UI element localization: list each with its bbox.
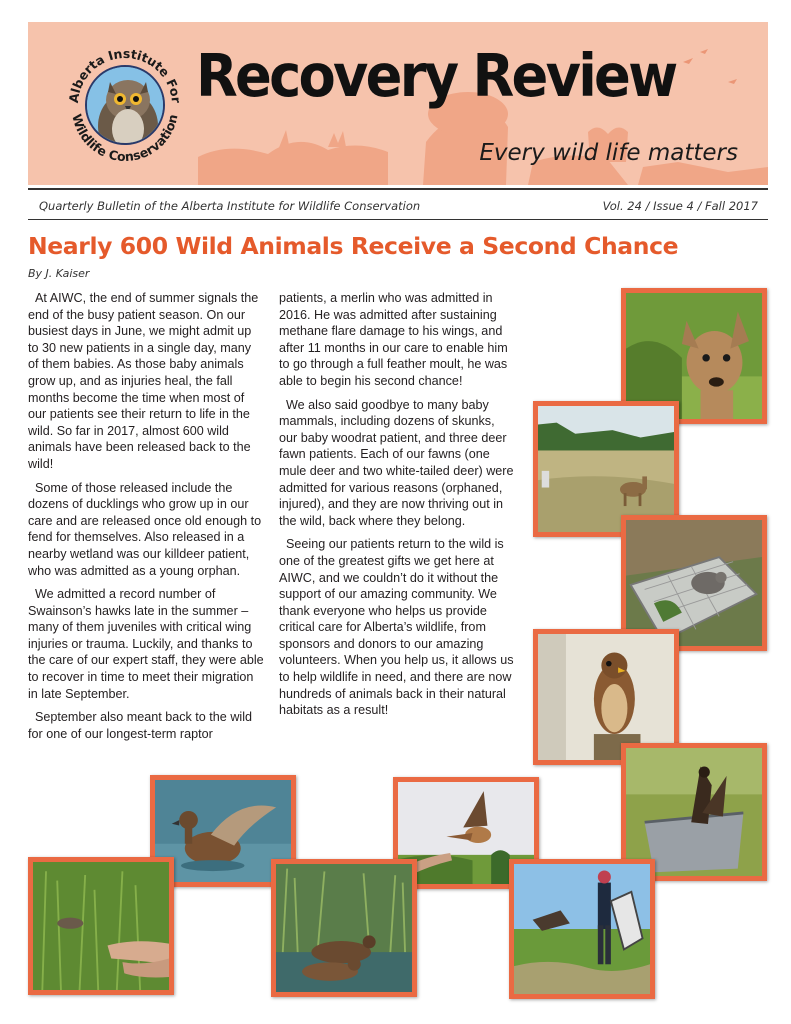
article-paragraph: We admitted a record number of Swainson’s hawks late in the summer – many of them juveniles with critical wing injuries or trauma. Luckily, and thanks to the care of our expert staff, they were able to recover in time to meet their migration in late September. <box>28 587 264 701</box>
tagline: Every wild life matters <box>479 140 738 166</box>
logo-text-top: Alberta Institute For <box>65 45 185 104</box>
hawk-release-photo <box>509 859 655 999</box>
bulletin-bar <box>28 188 768 220</box>
article-byline: By J. Kaiser <box>28 267 90 280</box>
killdeer-release-photo <box>28 857 174 995</box>
logo-text-bottom: Wildlife Conservation <box>69 112 181 165</box>
issue-info: Vol. 24 / Issue 4 / Fall 2017 <box>602 199 758 213</box>
article-paragraph: At AIWC, the end of summer signals the end of the busy patient season. On our busiest days in June, we might admit up to 30 new patients in a single day, many of them babies. As those baby animals grow up, and as injuries heal, the fall months become the time when most of our patients see their return to life in the wild. So far in 2017, almost 600 wild animals have been released back to the wild! <box>28 291 259 471</box>
article-paragraph: September also meant back to the wild for one of our longest-term raptor <box>28 710 253 741</box>
ducks-in-reeds-photo <box>271 859 417 997</box>
article-headline: Nearly 600 Wild Animals Receive a Second Chance <box>28 232 679 260</box>
article-paragraph-continued: patients, a merlin who was admitted in 2016. He was admitted after sustaining methane flare damage to his wings, and after 11 months in our care to enable him to go through a full feather moult, he was able to begin his second chance! <box>279 291 508 388</box>
bulletin-description: Quarterly Bulletin of the Alberta Institute for Wildlife Conservation <box>39 199 421 213</box>
article-column-1 <box>28 290 264 749</box>
article-column-2 <box>279 290 515 726</box>
article-paragraph: Some of those released include the dozens of ducklings who grow up in our care and are released once old enough to fend for themselves. Also released in a nearby wetland was our killdeer patient, who was admitted as a young orphan. <box>28 480 262 578</box>
newsletter-title: Recovery Review <box>196 41 676 110</box>
logo <box>64 44 186 166</box>
article-paragraph: Seeing our patients return to the wild is one of the greatest gifts we get here at AIWC, and we couldn’t do it without the support of our amazing community. We thank everyone who helps us provide critical care for Alberta’s wildlife, from sponsors and donors to our amazing volunteers. When you help us, it allows us to help wildlife in need, and there are now hundreds of animals back in their natural habitats as a result! <box>279 537 514 718</box>
article-paragraph: We also said goodbye to many baby mammals, including dozens of skunks, our baby woodrat patient, and three deer fawn patients. Each of our fawns (one mule deer and two white-tailed deer) were admitted for various reasons (orphaned, injured), and they are now thriving out in the wild, back where they belong. <box>279 397 514 528</box>
masthead <box>28 22 768 185</box>
